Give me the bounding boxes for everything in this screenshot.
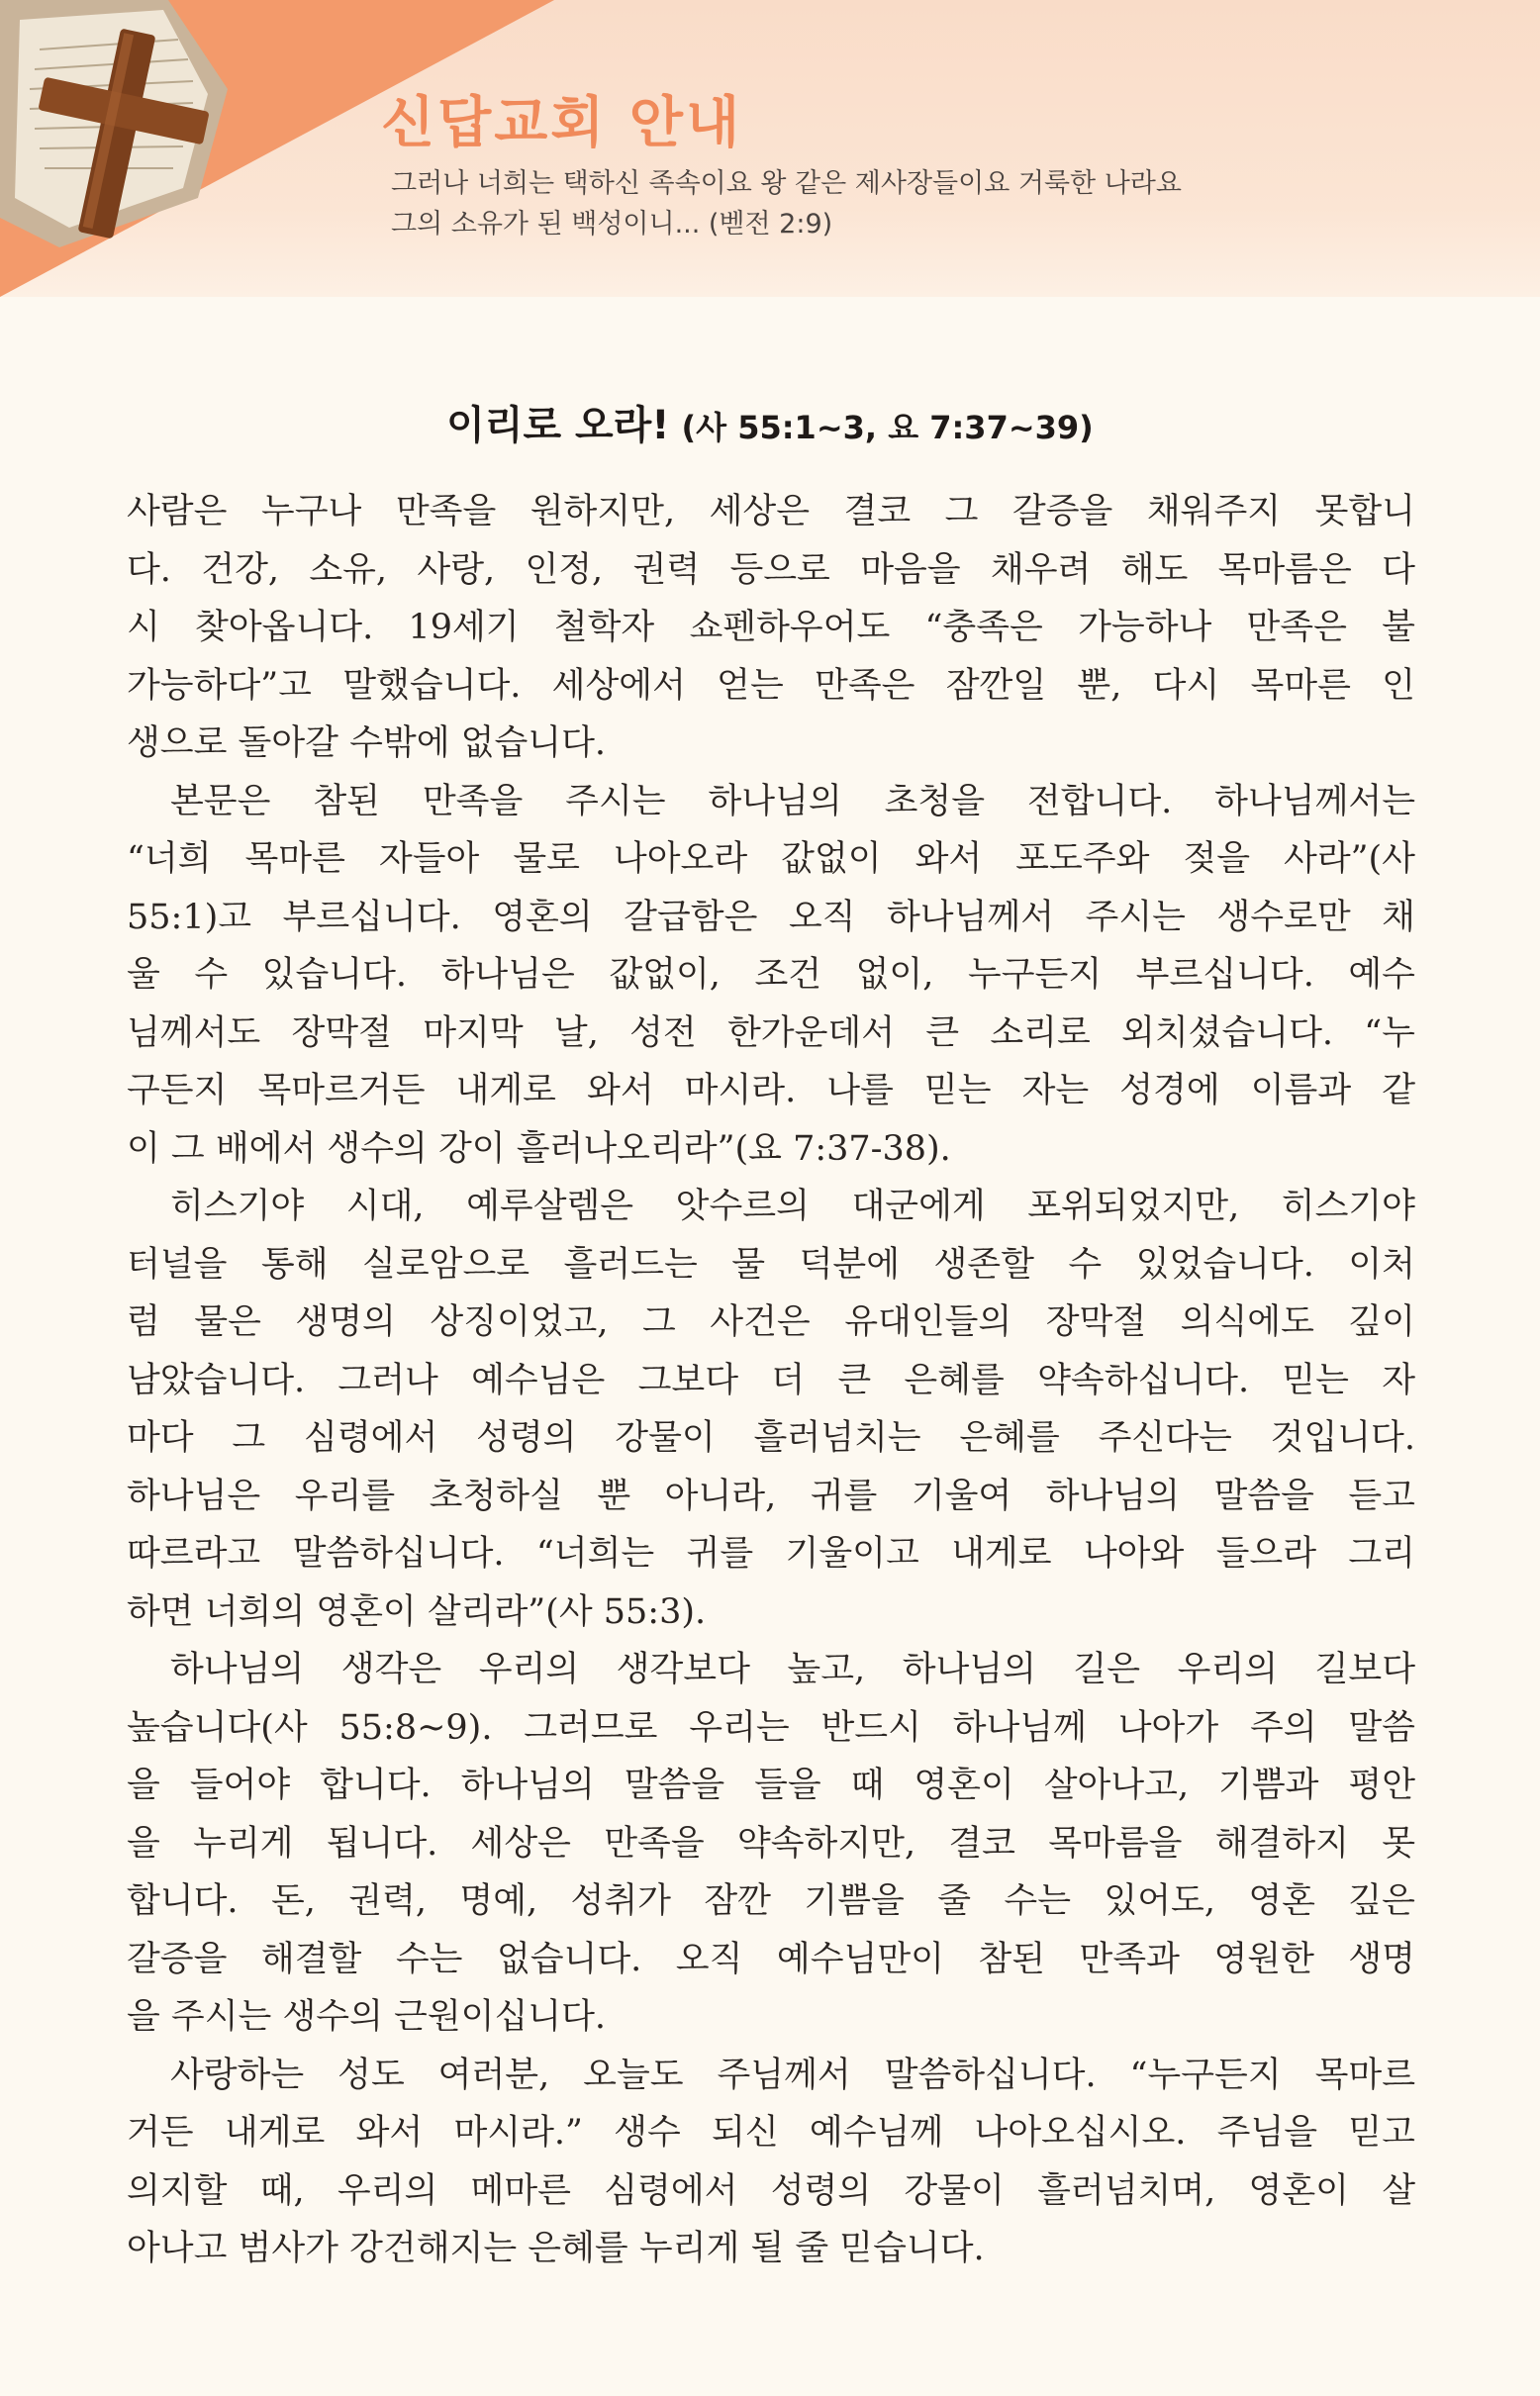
sermon-line: 따르라고 말씀하십니다. “너희는 귀를 기울이고 내게로 나아와 들으라 그리 — [127, 1534, 1415, 1574]
sermon-line: 히스기야 시대, 예루살렘은 앗수르의 대군에게 포위되었지만, 히스기야 — [170, 1187, 1415, 1226]
sermon-line: 남았습니다. 그러나 예수님은 그보다 더 큰 은혜를 약속하십니다. 믿는 자 — [127, 1360, 1415, 1400]
header-verse-line: 그러나 너희는 택하신 족속이요 왕 같은 제사장들이요 거룩한 나라요 — [391, 168, 1182, 199]
sermon-line: 높습니다(사 55:8~9). 그러므로 우리는 반드시 하나님께 나아가 주의 말씀 — [127, 1707, 1415, 1748]
sermon-line: 럼 물은 생명의 상징이었고, 그 사건은 유대인들의 장막절 의식에도 깊이 — [127, 1302, 1415, 1342]
sermon-paragraph — [127, 483, 1415, 773]
sermon-line: 터널을 통해 실로암으로 흘러드는 물 덕분에 생존할 수 있었습니다. 이처 — [127, 1244, 1415, 1285]
sermon-paragraph — [127, 773, 1415, 1179]
header-verse-line: 그의 소유가 된 백성이니... (벧전 2:9) — [391, 209, 833, 240]
sermon-line: 가능하다”고 말했습니다. 세상에서 얻는 만족은 잠깐일 뿐, 다시 목마른 인 — [127, 665, 1415, 706]
sermon-title — [0, 394, 1540, 450]
sermon-line: 님께서도 장막절 마지막 날, 성전 한가운데서 큰 소리로 외치셨습니다. “누 — [127, 1012, 1415, 1053]
header-banner — [0, 0, 1540, 297]
sermon-paragraph — [127, 1641, 1415, 2047]
sermon-line: 이 그 배에서 생수의 강이 흘러나오리라”(요 7:37-38). — [127, 1128, 951, 1169]
sermon-scripture-reference: (사 55:1~3, 요 7:37~39) — [681, 409, 1094, 446]
sermon-line: 사람은 누구나 만족을 원하지만, 세상은 결코 그 갈증을 채워주지 못합니 — [127, 492, 1415, 531]
sermon-line: 사랑하는 성도 여러분, 오늘도 주님께서 말씀하십니다. “누구든지 목마르 — [170, 2055, 1415, 2095]
sermon-line: 울 수 있습니다. 하나님은 값없이, 조건 없이, 누구든지 부르십니다. 예수 — [127, 955, 1415, 995]
church-info-title: 신답교회 안내 — [381, 91, 743, 155]
sermon-title-main: 이리로 오라! — [446, 403, 670, 448]
sermon-line: 거든 내게로 와서 마시라.” 생수 되신 예수님께 나아오십시오. 주님을 믿고 — [127, 2113, 1415, 2153]
sermon-line: 을 누리게 됩니다. 세상은 만족을 약속하지만, 결코 목마름을 해결하지 못 — [127, 1823, 1415, 1864]
sermon-line: “너희 목마른 자들아 물로 나아오라 값없이 와서 포도주와 젖을 사라”(사 — [127, 839, 1415, 879]
header-verse — [391, 163, 1381, 244]
cross-bible-icon — [0, 0, 228, 277]
sermon-line: 합니다. 돈, 권력, 명예, 성취가 잠깐 기쁨을 줄 수는 있어도, 영혼 깊은 — [127, 1881, 1415, 1921]
sermon-line: 하면 너희의 영혼이 살리라”(사 55:3). — [127, 1591, 707, 1632]
sermon-line: 다. 건강, 소유, 사랑, 인정, 권력 등으로 마음을 채우려 해도 목마름은 다 — [127, 549, 1415, 590]
sermon-line: 을 주시는 생수의 근원이십니다. — [127, 1997, 607, 2037]
sermon-line: 55:1)고 부르십니다. 영혼의 갈급함은 오직 하나님께서 주시는 생수로만 채 — [127, 897, 1415, 937]
sermon-line: 을 들어야 합니다. 하나님의 말씀을 들을 때 영혼이 살아나고, 기쁨과 평안 — [127, 1766, 1415, 1805]
sermon-paragraph — [127, 2047, 1415, 2278]
sermon-line: 하나님은 우리를 초청하실 뿐 아니라, 귀를 기울여 하나님의 말씀을 듣고 — [127, 1476, 1415, 1516]
sermon-line: 갈증을 해결할 수는 없습니다. 오직 예수님만이 참된 만족과 영원한 생명 — [127, 1939, 1415, 1979]
sermon-line: 의지할 때, 우리의 메마른 심령에서 성령의 강물이 흘러넘치며, 영혼이 살 — [127, 2170, 1415, 2211]
sermon-line: 마다 그 심령에서 성령의 강물이 흘러넘치는 은혜를 주신다는 것입니다. — [127, 1418, 1415, 1458]
sermon-line: 아나고 범사가 강건해지는 은혜를 누리게 될 줄 믿습니다. — [127, 2229, 985, 2268]
sermon-line: 생으로 돌아갈 수밖에 없습니다. — [127, 723, 607, 763]
sermon-paragraph — [127, 1178, 1415, 1641]
sermon-line: 하나님의 생각은 우리의 생각보다 높고, 하나님의 길은 우리의 길보다 — [170, 1650, 1415, 1689]
sermon-line: 구든지 목마르거든 내게로 와서 마시라. 나를 믿는 자는 성경에 이름과 같 — [127, 1071, 1415, 1110]
sermon-body — [127, 483, 1415, 2278]
sermon-line: 본문은 참된 만족을 주시는 하나님의 초청을 전합니다. 하나님께서는 — [170, 781, 1415, 821]
sermon-line: 시 찾아옵니다. 19세기 철학자 쇼펜하우어도 “충족은 가능하나 만족은 불 — [127, 608, 1415, 647]
